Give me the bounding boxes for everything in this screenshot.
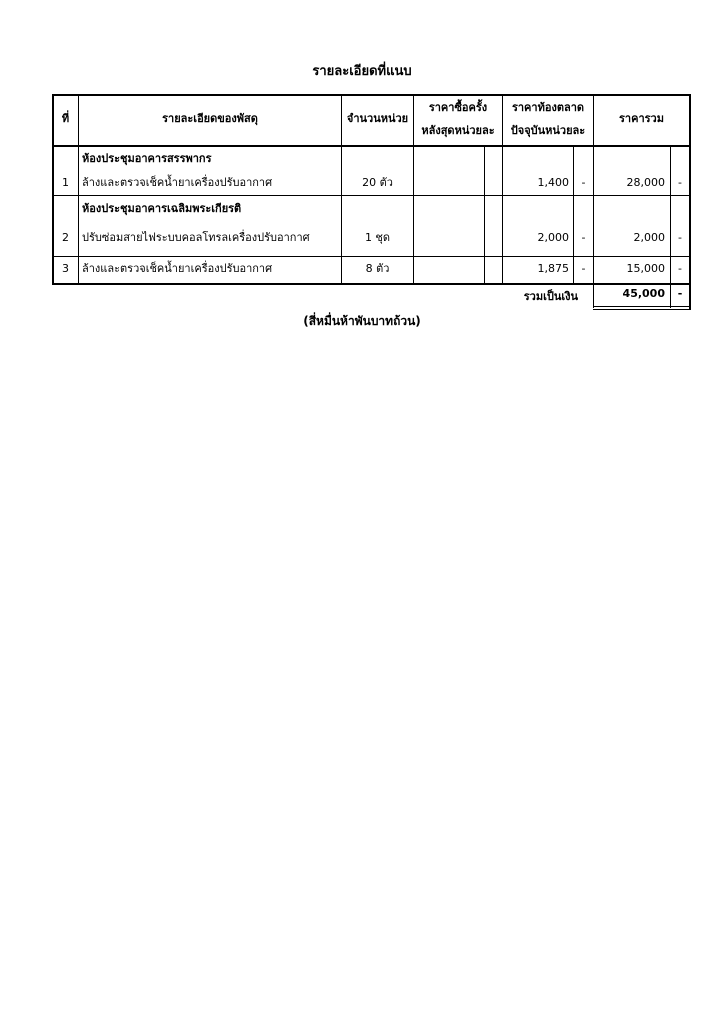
- row-total: 2,000: [633, 231, 665, 244]
- header-market-price-line2: ปัจจุบันหน่วยละ: [510, 124, 586, 137]
- sum-total-satang: -: [677, 287, 683, 300]
- header-last-price-line2: หลังสุดหน่วยละ: [421, 124, 495, 137]
- row-detail: ปรับซ่อมสายไฟระบบคอลโทรลเครื่องปรับอากาศ: [82, 231, 310, 244]
- header-market-price-line1: ราคาท้องตลาด: [511, 101, 585, 114]
- row-qty: 1 ชุด: [364, 231, 391, 244]
- header-divider: [52, 145, 690, 147]
- header-qty: จำนวนหน่วย: [346, 112, 409, 125]
- sum-total: 45,000: [622, 287, 665, 300]
- row-total: 28,000: [626, 176, 665, 189]
- sum-underline-double: [593, 309, 691, 310]
- header-total: ราคารวม: [619, 112, 664, 125]
- header-detail: รายละเอียดของพัสดุ: [162, 112, 258, 125]
- row-unit-price-satang: -: [581, 176, 586, 189]
- header-last-price-line1: ราคาซื้อครั้ง: [428, 101, 488, 114]
- table-border-bottom: [52, 283, 690, 285]
- row-unit-price-satang: -: [581, 231, 586, 244]
- col-divider: [670, 145, 671, 308]
- row-divider: [52, 256, 690, 257]
- row-no: 3: [62, 262, 69, 275]
- row-total-satang: -: [678, 176, 682, 189]
- sum-underline: [593, 306, 691, 307]
- sum-in-words: (สี่หมื่นห้าพันบาทถ้วน): [303, 314, 421, 328]
- row-total-satang: -: [678, 262, 682, 275]
- row-unit-price: 2,000: [537, 231, 569, 244]
- table-border-top: [52, 94, 690, 96]
- row-detail: ล้างและตรวจเช็คน้ำยาเครื่องปรับอากาศ: [82, 176, 273, 189]
- row-qty: 8 ตัว: [365, 262, 390, 275]
- row-divider: [52, 195, 690, 196]
- row-total-satang: -: [678, 231, 682, 244]
- table-border-right: [689, 94, 691, 309]
- col-divider: [413, 94, 414, 284]
- page-title: รายละเอียดที่แนบ: [312, 64, 412, 79]
- sum-label: รวมเป็นเงิน: [523, 290, 578, 303]
- row-unit-price: 1,875: [537, 262, 569, 275]
- col-divider: [484, 145, 485, 284]
- row-no: 1: [62, 176, 69, 189]
- row-no: 2: [62, 231, 69, 244]
- row-group-label: ห้องประชุมอาคารสรรพากร: [82, 152, 212, 165]
- row-detail: ล้างและตรวจเช็คน้ำยาเครื่องปรับอากาศ: [82, 262, 273, 275]
- row-qty: 20 ตัว: [362, 176, 393, 189]
- row-unit-price-satang: -: [581, 262, 586, 275]
- row-unit-price: 1,400: [537, 176, 569, 189]
- row-total: 15,000: [626, 262, 665, 275]
- row-group-label: ห้องประชุมอาคารเฉลิมพระเกียรติ: [82, 202, 242, 215]
- header-no: ที่: [61, 112, 70, 125]
